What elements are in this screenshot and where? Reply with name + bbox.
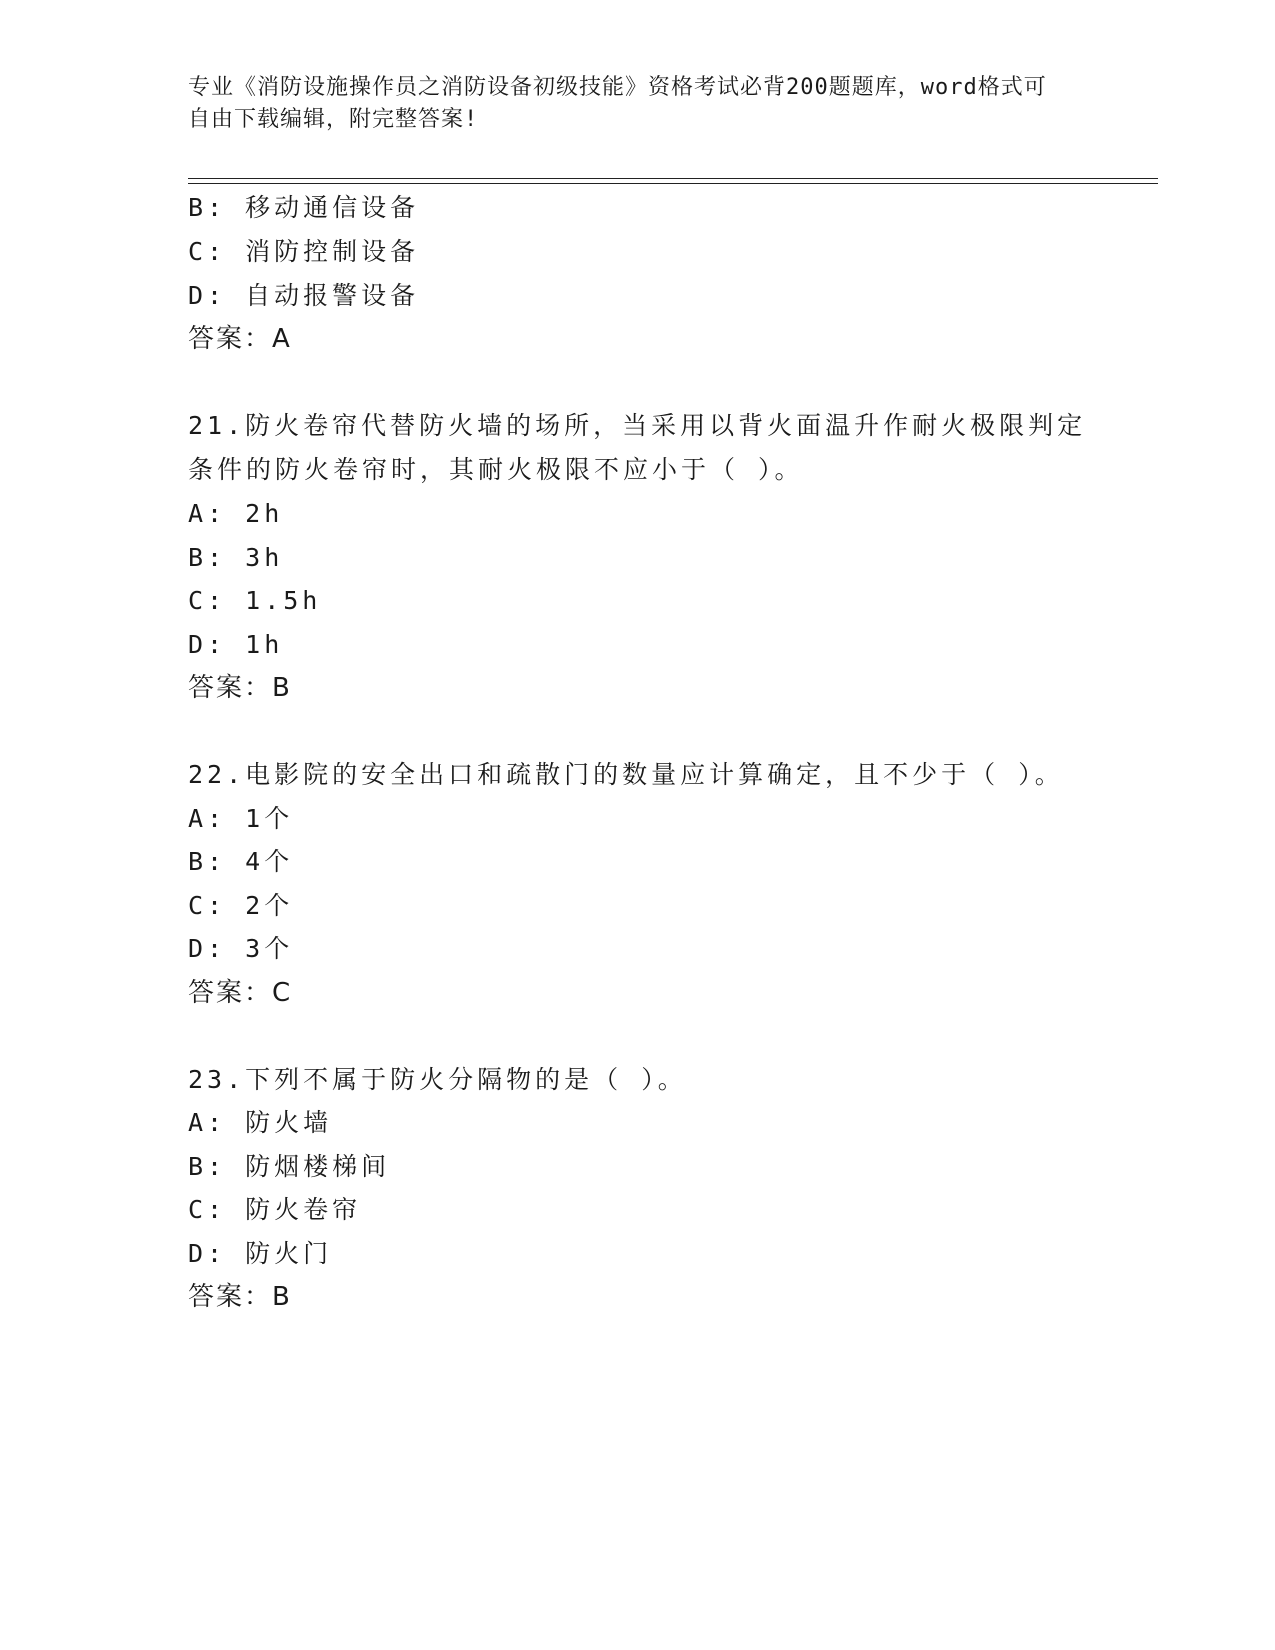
question-23-option-d: D: 防火门 xyxy=(188,1239,333,1268)
question-21-answer: 答案：B xyxy=(188,673,292,703)
question-22-option-c: C: 2个 xyxy=(188,891,294,920)
question-22-option-b: B: 4个 xyxy=(188,847,294,876)
question-23-option-b: B: 防烟楼梯间 xyxy=(188,1152,391,1181)
question-21-option-a: A: 2h xyxy=(188,499,284,528)
question-23-stem: 23.下列不属于防火分隔物的是（ ）。 xyxy=(188,1065,687,1094)
prev-option-c: C: 消防控制设备 xyxy=(188,237,420,266)
page-header: 专业《消防设施操作员之消防设备初级技能》资格考试必背200题题库，word格式可自由下载编辑，附完整答案! xyxy=(188,75,1047,132)
question-21-option-d: D: 1h xyxy=(188,630,284,659)
question-21-option-b: B: 3h xyxy=(188,543,284,572)
prev-option-d: D: 自动报警设备 xyxy=(188,281,420,310)
question-23-option-a: A: 防火墙 xyxy=(188,1108,333,1137)
prev-answer: 答案：A xyxy=(188,324,292,354)
question-22-option-d: D: 3个 xyxy=(188,934,294,963)
prev-option-b: B: 移动通信设备 xyxy=(188,193,420,222)
question-21-stem-line-1: 21.防火卷帘代替防火墙的场所，当采用以背火面温升作耐火极限判定 xyxy=(188,411,1087,440)
question-21-option-c: C: 1.5h xyxy=(188,586,322,615)
question-22-stem: 22.电影院的安全出口和疏散门的数量应计算确定，且不少于（ ）。 xyxy=(188,760,1064,789)
question-23-option-c: C: 防火卷帘 xyxy=(188,1195,362,1224)
question-21-stem-line-2: 条件的防火卷帘时，其耐火极限不应小于（ ）。 xyxy=(188,455,804,484)
question-22-answer: 答案：C xyxy=(188,978,293,1008)
header-divider-top xyxy=(188,178,1158,179)
question-23-answer: 答案：B xyxy=(188,1282,292,1312)
header-divider-bottom xyxy=(188,183,1158,184)
question-22-option-a: A: 1个 xyxy=(188,804,294,833)
